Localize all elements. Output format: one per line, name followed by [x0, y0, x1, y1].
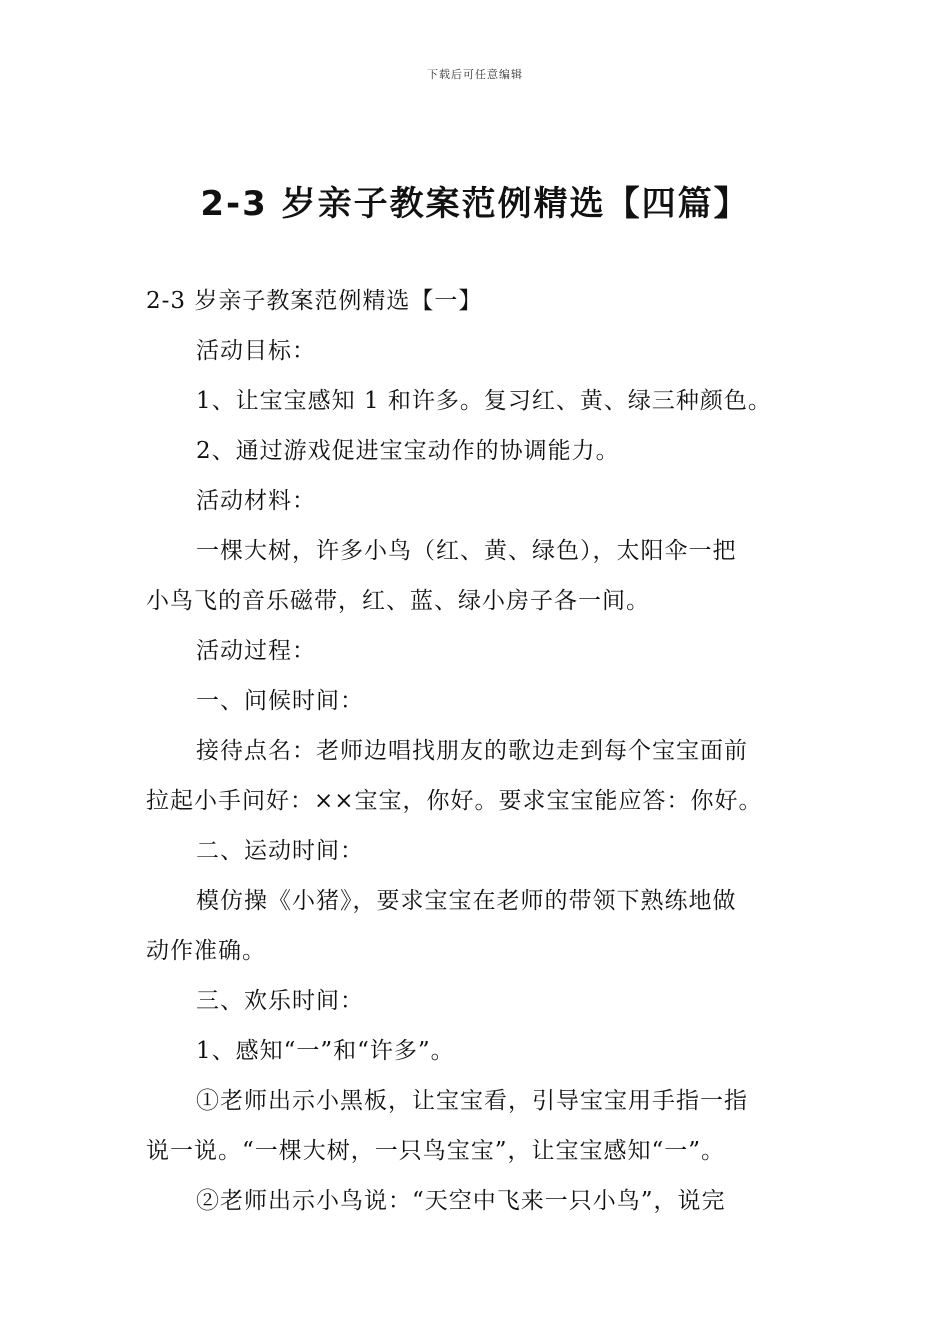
- header-note: 下载后可任意编辑: [427, 68, 523, 81]
- text-line: 1、让宝宝感知 1 和许多。复习红、黄、绿三种颜色。: [196, 388, 772, 414]
- text-line: 接待点名：老师边唱找朋友的歌边走到每个宝宝面前: [196, 738, 748, 764]
- text-line: 2、通过游戏促进宝宝动作的协调能力。: [196, 438, 620, 464]
- text-line: 模仿操《小猪》，要求宝宝在老师的带领下熟练地做: [196, 888, 737, 914]
- body-text: [146, 284, 810, 1234]
- document-title: 2-3 岁亲子教案范例精选【四篇】: [200, 184, 750, 224]
- text-line: 活动过程：: [196, 638, 316, 664]
- text-line: 一、问候时间：: [196, 688, 364, 714]
- text-line: 活动材料：: [196, 488, 316, 514]
- text-line: 一棵大树，许多小鸟（红、黄、绿色），太阳伞一把: [196, 538, 737, 564]
- text-line: 说一说。“一棵大树，一只鸟宝宝”，让宝宝感知“一”。: [146, 1138, 726, 1164]
- text-line: ②老师出示小鸟说：“天空中飞来一只小鸟”，说完: [196, 1188, 726, 1214]
- text-line: 动作准确。: [146, 938, 266, 964]
- text-line: ①老师出示小黑板，让宝宝看，引导宝宝用手指一指: [196, 1088, 748, 1114]
- text-line: 2-3 岁亲子教案范例精选【一】: [146, 288, 483, 314]
- text-line: 二、运动时间：: [196, 838, 364, 864]
- text-line: 小鸟飞的音乐磁带，红、蓝、绿小房子各一间。: [146, 588, 650, 614]
- text-line: 1、感知“一”和“许多”。: [196, 1038, 455, 1064]
- text-line: 拉起小手问好：××宝宝，你好。要求宝宝能应答：你好。: [146, 788, 763, 814]
- text-line: 三、欢乐时间：: [196, 988, 364, 1014]
- text-line: 活动目标：: [196, 338, 316, 364]
